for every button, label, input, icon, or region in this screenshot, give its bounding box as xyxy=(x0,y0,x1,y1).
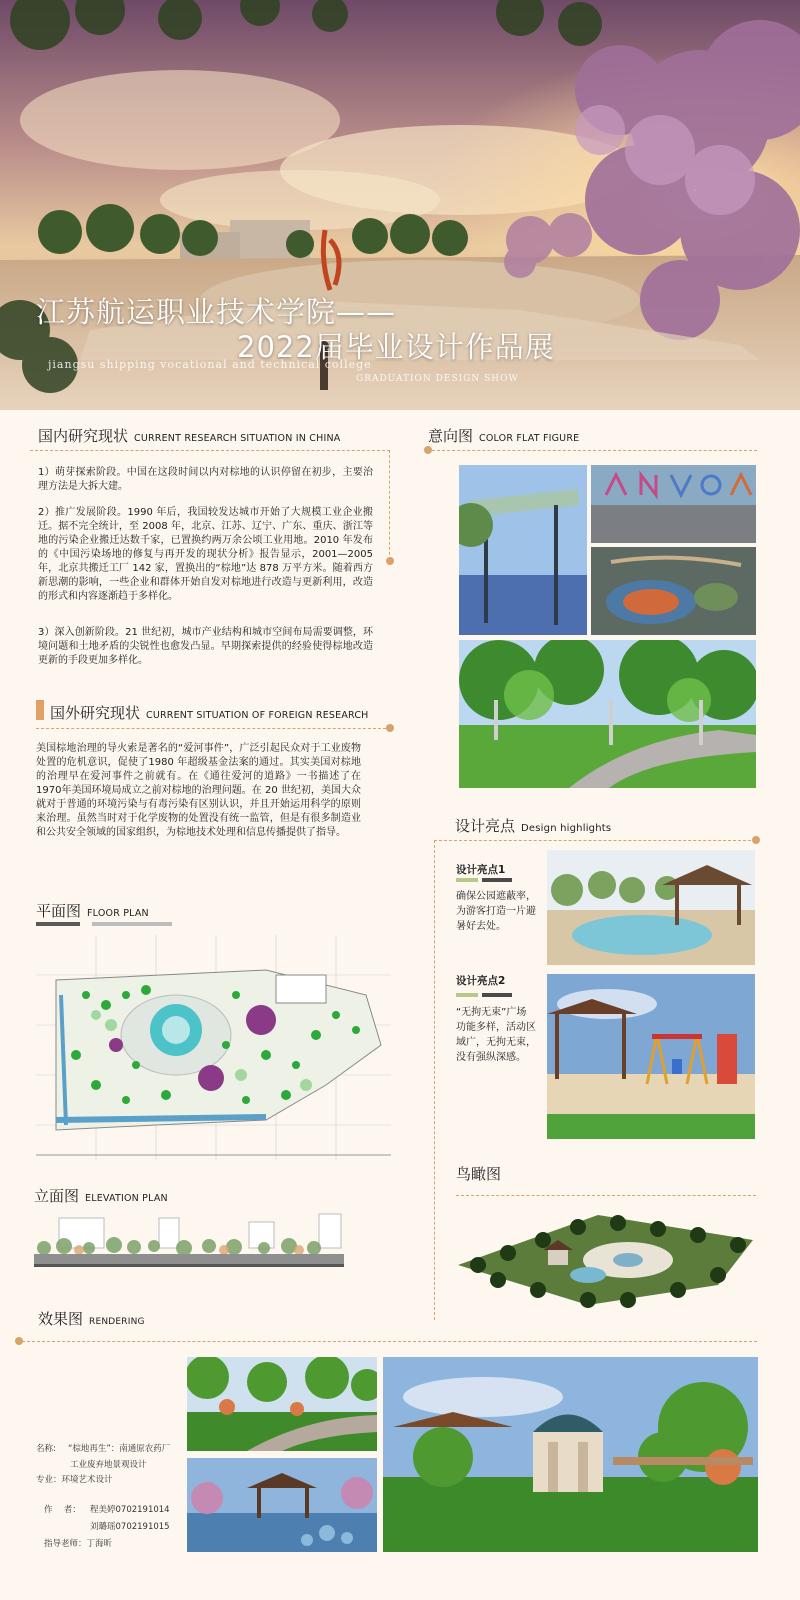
domestic-divider xyxy=(30,450,390,451)
hero-subtitle-en: jiangsu shipping vocational and technical college xyxy=(48,358,372,371)
credit-name-value: “棕地再生”：南通原农药厂 xyxy=(68,1444,171,1454)
foreign-title-bar xyxy=(36,700,44,720)
highlight-1-bar-dark xyxy=(482,878,512,882)
domestic-para-3: 3）深入创新阶段。21 世纪初，城市产业结构和城市空间布局需要调整，环境问题和土地矛盾的尖锐性也愈发凸显。早期探索提供的经验使得棕地改造更新的手段更加多样化。 xyxy=(38,627,373,666)
domestic-title-cn: 国内研究现状 xyxy=(38,427,129,445)
floor-plan-image xyxy=(36,935,391,1160)
hero-title-line2: 2022届毕业设计作品展 xyxy=(237,330,555,364)
floor-section-title xyxy=(36,900,149,921)
intent-image-3 xyxy=(591,547,756,635)
highlight-2-bar-green xyxy=(456,993,478,997)
highlights-title-cn: 设计亮点 xyxy=(455,817,516,835)
intent-title-en: COLOR FLAT FIGURE xyxy=(479,433,580,444)
intent-divider xyxy=(432,450,757,451)
domestic-title-en: CURRENT RESEARCH SITUATION IN CHINA xyxy=(134,433,341,444)
highlights-section-title xyxy=(455,815,611,836)
right-vertical-divider xyxy=(434,840,435,1320)
domestic-para-1: 1）萌芽探索阶段。中国在这段时间以内对棕地的认识停留在初步，主要治理方法是大拆大建。 xyxy=(38,467,373,492)
aerial-title-cn: 鸟瞰图 xyxy=(456,1165,502,1183)
domestic-section-title xyxy=(38,425,340,446)
highlight-1-text: 确保公园遮蔽率，为游客打造一片避暑好去处。 xyxy=(456,891,536,932)
foreign-title-cn: 国外研究现状 xyxy=(50,704,141,722)
hero-banner xyxy=(0,0,800,410)
highlights-dot xyxy=(752,836,760,844)
credit-author-label: 作 者： xyxy=(44,1505,81,1515)
floor-title-cn: 平面图 xyxy=(36,902,82,920)
hero-subtitle-show: GRADUATION DESIGN SHOW xyxy=(356,374,519,384)
floor-bar-dark xyxy=(36,922,80,926)
rendering-image-1 xyxy=(187,1357,377,1451)
rendering-divider xyxy=(22,1341,757,1342)
intent-image-1 xyxy=(459,465,587,635)
aerial-image xyxy=(448,1205,760,1310)
rendering-image-3 xyxy=(383,1357,758,1552)
domestic-dot xyxy=(386,557,394,565)
highlight-1-bar-green xyxy=(456,878,478,882)
credit-name-label: 名称: xyxy=(36,1444,56,1454)
elevation-title-en: ELEVATION PLAN xyxy=(85,1193,168,1204)
foreign-dot xyxy=(386,724,394,732)
elevation-section-title xyxy=(34,1185,168,1206)
highlight-1-image xyxy=(547,850,755,965)
highlights-divider xyxy=(434,840,756,841)
credit-author-1: 程美婷0702191014 xyxy=(90,1505,170,1515)
highlights-title-en: Design highlights xyxy=(521,823,612,834)
intent-image-4 xyxy=(459,640,756,788)
floor-bar-light xyxy=(92,922,172,926)
highlight-2-label: 设计亮点2 xyxy=(456,975,506,987)
credit-major: 专业：环境艺术设计 xyxy=(36,1475,113,1485)
aerial-divider xyxy=(456,1195,756,1196)
domestic-vertical-divider xyxy=(389,450,390,560)
aerial-section-title xyxy=(456,1163,501,1184)
hero-title-line1: 江苏航运职业技术学院—— xyxy=(36,295,397,329)
foreign-title-en: CURRENT SITUATION OF FOREIGN RESEARCH xyxy=(146,710,369,721)
foreign-para: 美国棕地治理的导火索是著名的“爱河事件”，广泛引起民众对于工业废物处置的危机意识，促使了1980 年超级基金法案的通过。其实美国对棕地的治理早在爱河事件之前就有。在《通往爱河的道路》一书描述了在 1970年美国环境局成立之前对棕地的治理问题。在 20 世纪初，美国大众就对于普通的环境污染与有毒污染有区别认识，并且开始运用科学的原则来治理。虽然当时对于化学废物的处置没有统一监管，但是有很多制造业和公共安全领域的国家组织，为棕地技术处理和信息传播提供了指导。 xyxy=(36,743,361,838)
credit-name-value-2: 工业废弃地景观设计 xyxy=(70,1460,147,1470)
foreign-section-title xyxy=(50,702,369,723)
intent-section-title xyxy=(428,425,579,446)
intent-title-cn: 意向图 xyxy=(428,427,474,445)
elevation-image xyxy=(34,1210,344,1272)
foreign-divider xyxy=(36,728,391,729)
rendering-title-en: RENDERING xyxy=(89,1317,145,1327)
credit-advisor: 指导老师：丁海昕 xyxy=(44,1539,113,1549)
intent-image-2 xyxy=(591,465,756,543)
elevation-title-cn: 立面图 xyxy=(34,1187,80,1205)
credit-author-2: 刘璐瑶0702191015 xyxy=(90,1522,170,1532)
rendering-image-2 xyxy=(187,1458,377,1552)
floor-title-en: FLOOR PLAN xyxy=(87,908,149,919)
highlight-2-image xyxy=(547,974,755,1139)
highlight-2-bar-dark xyxy=(482,993,512,997)
domestic-para-2: 2）推广发展阶段。1990 年后，我国较发达城市开始了大规模工业企业搬迁。据不完全统计，至 2008 年，北京、江苏、辽宁、广东、重庆、浙江等地的污染企业搬迁达数千家，已置换约两万余公顷工业用地。2010 年发布的《中国污染场地的修复与再开发的现状分析》报告显示，2001—2005 年，北京共搬迁工厂 142 家，置换出的“棕地”达 878 万平方米。随着西方新思潮的影响，一些企业和群体开始自发对棕地进行改造与更新利用，改造的形式和内容逐渐趋于多样化。 xyxy=(38,507,373,602)
highlight-2-text: “无拘无束”广场功能多样，活动区域广，无拘无束，没有强纵深感。 xyxy=(456,1007,536,1063)
rendering-title-cn: 效果图 xyxy=(38,1310,84,1328)
rendering-section-title xyxy=(38,1308,145,1329)
intent-dot xyxy=(424,446,432,454)
highlight-1-label: 设计亮点1 xyxy=(456,864,506,876)
